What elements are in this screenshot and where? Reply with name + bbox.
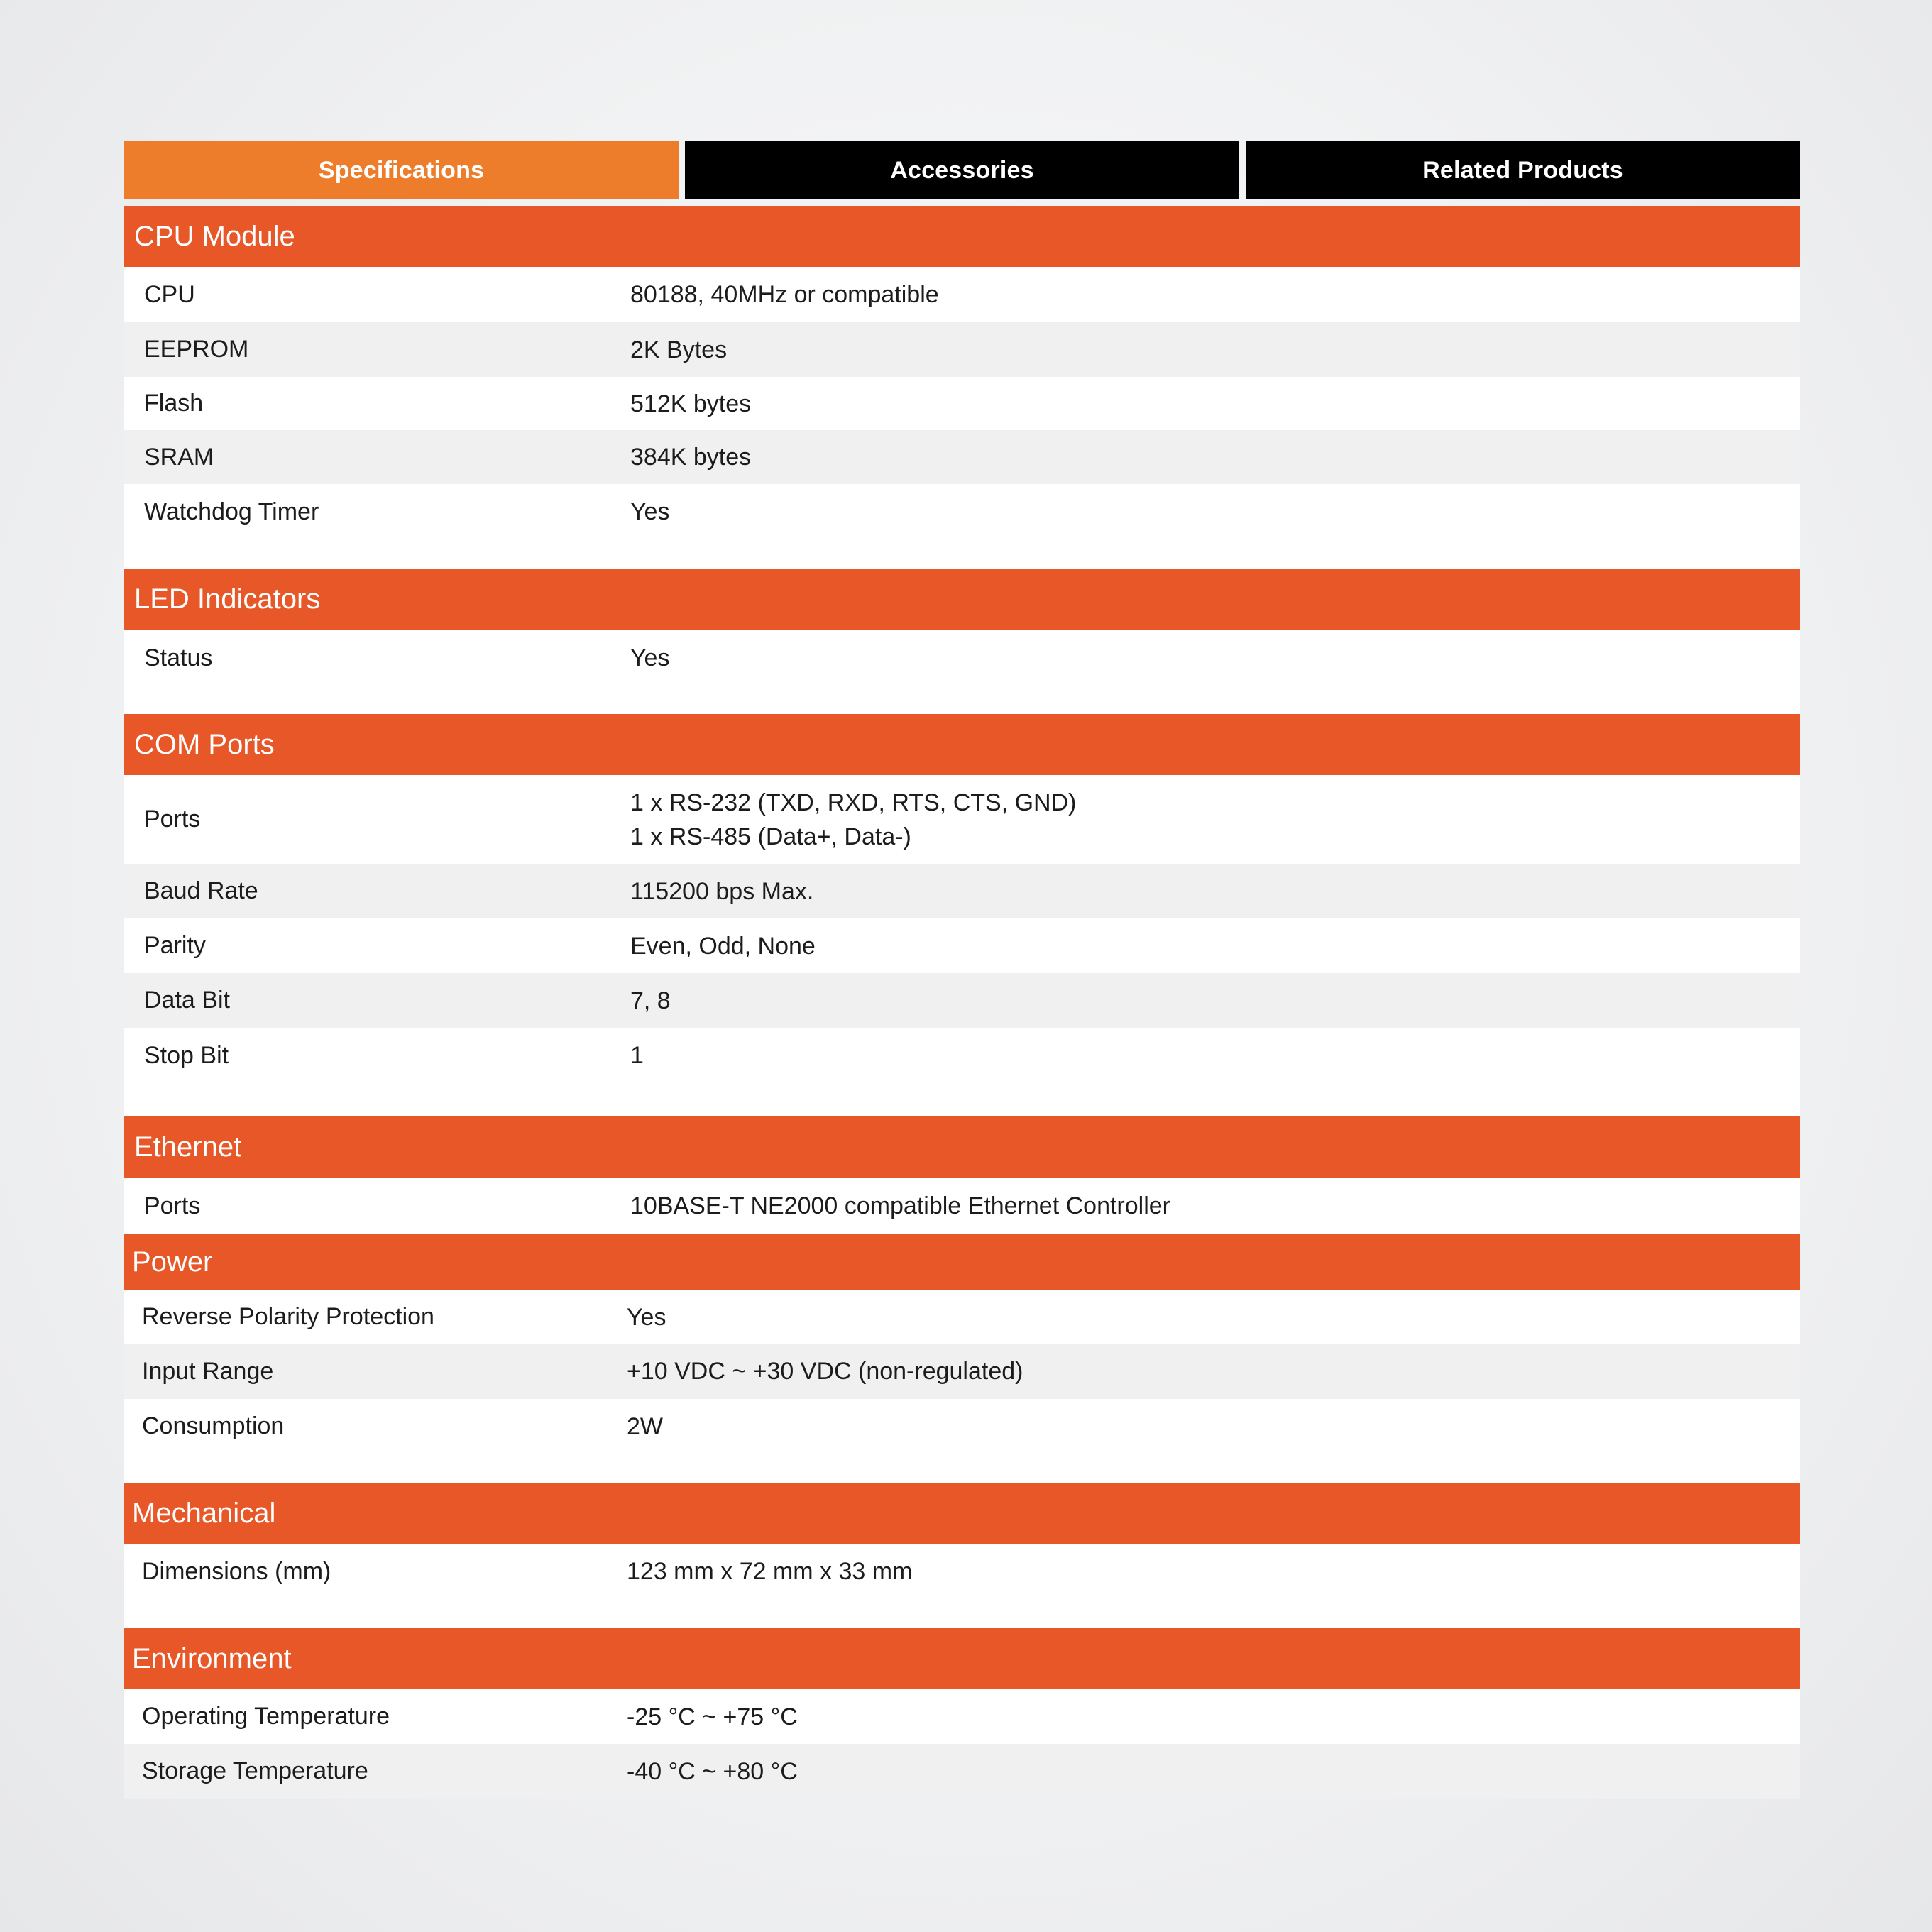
section-header-cpu-module: CPU Module bbox=[124, 206, 1800, 267]
section-header-com-ports: COM Ports bbox=[124, 714, 1800, 775]
spec-label: CPU bbox=[144, 280, 195, 308]
spec-row bbox=[124, 1744, 1800, 1799]
spec-row bbox=[124, 1344, 1800, 1399]
tab-accessories[interactable]: Accessories bbox=[685, 141, 1239, 199]
spec-row bbox=[124, 1178, 1800, 1234]
spec-value bbox=[630, 786, 1800, 854]
spec-label: Operating Temperature bbox=[142, 1703, 390, 1730]
spec-value: 2K Bytes bbox=[630, 336, 728, 363]
spec-label: Consumption bbox=[142, 1412, 285, 1439]
spec-row bbox=[124, 322, 1800, 377]
spec-row bbox=[124, 973, 1800, 1028]
section-header-power: Power bbox=[124, 1234, 1800, 1290]
spec-row bbox=[124, 1028, 1800, 1083]
spec-label: Watchdog Timer bbox=[144, 498, 319, 525]
section-header-led-indicators: LED Indicators bbox=[124, 569, 1800, 630]
spec-label: SRAM bbox=[144, 443, 214, 471]
spec-value: 123 mm x 72 mm x 33 mm bbox=[627, 1558, 913, 1585]
section-spacer bbox=[124, 686, 1800, 714]
spec-row bbox=[124, 484, 1800, 539]
spec-row bbox=[124, 377, 1800, 430]
spec-value: 384K bytes bbox=[630, 444, 752, 471]
spec-row bbox=[124, 918, 1800, 973]
spec-label: Status bbox=[144, 644, 213, 671]
spec-row bbox=[124, 430, 1800, 484]
spec-label: Flash bbox=[144, 390, 204, 417]
spec-row bbox=[124, 1689, 1800, 1744]
spec-row bbox=[124, 267, 1800, 322]
spec-row bbox=[124, 1290, 1800, 1344]
specs-panel bbox=[124, 141, 1800, 1799]
spec-value: 80188, 40MHz or compatible bbox=[630, 281, 939, 308]
tab-bar bbox=[124, 141, 1800, 199]
section-spacer bbox=[124, 1599, 1800, 1628]
spec-label: Storage Temperature bbox=[142, 1757, 368, 1784]
spec-value: 512K bytes bbox=[630, 390, 752, 417]
spec-value: Even, Odd, None bbox=[630, 932, 816, 960]
spec-value-line: 1 x RS-485 (Data+, Data-) bbox=[630, 823, 911, 850]
spec-label: Reverse Polarity Protection bbox=[142, 1303, 434, 1330]
spec-row bbox=[124, 1544, 1800, 1599]
spec-value: Yes bbox=[627, 1303, 666, 1331]
spec-value: Yes bbox=[630, 644, 670, 671]
spec-value: 7, 8 bbox=[630, 987, 671, 1014]
tab-related-products[interactable]: Related Products bbox=[1246, 141, 1800, 199]
spec-value: 2W bbox=[627, 1412, 663, 1440]
spec-value: +10 VDC ~ +30 VDC (non-regulated) bbox=[627, 1358, 1023, 1385]
section-spacer bbox=[124, 539, 1800, 569]
spec-label: Ports bbox=[144, 1192, 201, 1219]
spec-label: Stop Bit bbox=[144, 1041, 229, 1069]
spec-label: Ports bbox=[144, 806, 201, 833]
spec-value: -40 °C ~ +80 °C bbox=[627, 1757, 798, 1785]
spec-label: Baud Rate bbox=[144, 877, 258, 904]
spec-value: 115200 bps Max. bbox=[630, 877, 814, 905]
spec-label: Parity bbox=[144, 932, 206, 959]
spec-value: -25 °C ~ +75 °C bbox=[627, 1703, 798, 1730]
spec-label: EEPROM bbox=[144, 336, 249, 363]
section-spacer bbox=[124, 1083, 1800, 1116]
section-header-mechanical: Mechanical bbox=[124, 1483, 1800, 1544]
tab-specifications[interactable]: Specifications bbox=[124, 141, 679, 199]
section-header-ethernet: Ethernet bbox=[124, 1116, 1800, 1178]
spec-label: Data Bit bbox=[144, 987, 230, 1014]
spec-value: Yes bbox=[630, 498, 670, 525]
spec-row bbox=[124, 630, 1800, 686]
spec-row bbox=[124, 775, 1800, 864]
spec-value-line: 1 x RS-232 (TXD, RXD, RTS, CTS, GND) bbox=[630, 789, 1077, 816]
spec-label: Input Range bbox=[142, 1357, 274, 1385]
spec-label: Dimensions (mm) bbox=[142, 1557, 331, 1585]
spec-value: 1 bbox=[630, 1042, 644, 1069]
spec-value: 10BASE-T NE2000 compatible Ethernet Controller bbox=[630, 1192, 1170, 1219]
spec-row bbox=[124, 864, 1800, 918]
section-spacer bbox=[124, 1454, 1800, 1483]
section-header-environment: Environment bbox=[124, 1628, 1800, 1689]
spec-row bbox=[124, 1399, 1800, 1454]
